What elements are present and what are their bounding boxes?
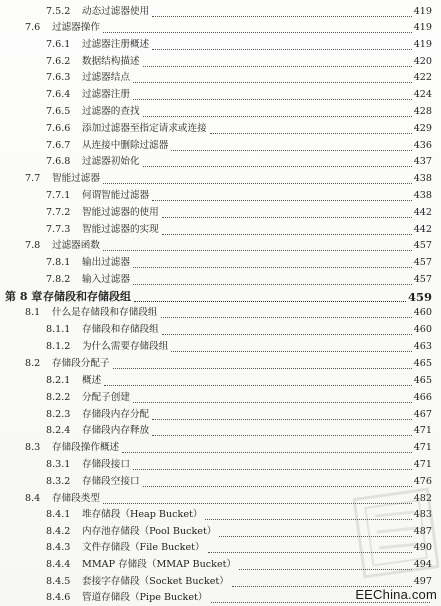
toc-entry-title: 添加过滤器至指定请求或连接 bbox=[82, 123, 207, 134]
toc-dot-leader bbox=[133, 469, 412, 470]
toc-entry-title: 套接字存储段（Socket Bucket） bbox=[82, 576, 229, 587]
toc-dot-leader bbox=[162, 334, 412, 335]
toc-entry-page: 476 bbox=[413, 476, 432, 487]
toc-entry-title: 过滤器注册 bbox=[82, 89, 130, 100]
toc-entry-title: MMAP 存储段（MMAP Bucket） bbox=[82, 559, 237, 570]
toc-dot-leader bbox=[152, 200, 412, 201]
toc-dot-leader bbox=[143, 166, 412, 167]
toc-entry-title: 动态过滤器使用 bbox=[82, 6, 150, 17]
toc-entry-title: 什么是存储段和存储段组 bbox=[52, 307, 158, 318]
toc-entry-number: 7.8.2 bbox=[46, 274, 71, 285]
toc-entry[interactable] bbox=[0, 85, 432, 103]
toc-entry-number: 8.3.1 bbox=[46, 459, 71, 470]
toc-entry-page: 471 bbox=[413, 425, 432, 436]
toc-entry-page: 419 bbox=[413, 22, 432, 33]
toc-entry-page: 428 bbox=[413, 106, 432, 117]
toc-entry-page: 457 bbox=[413, 274, 432, 285]
toc-entry-page: 429 bbox=[413, 123, 432, 134]
toc-entry-page: 483 bbox=[413, 509, 432, 520]
site-brand: EEChina.com bbox=[355, 587, 437, 602]
toc-dot-leader bbox=[103, 183, 412, 184]
toc-entry-page: 460 bbox=[413, 324, 432, 335]
toc-entry[interactable] bbox=[0, 68, 432, 86]
toc-entry[interactable] bbox=[0, 320, 432, 338]
toc-entry-number: 7.7.1 bbox=[46, 190, 71, 201]
toc-entry-page: 487 bbox=[413, 526, 432, 537]
toc-entry-page: 465 bbox=[413, 358, 432, 369]
toc-entry-page: 442 bbox=[413, 224, 432, 235]
toc-entry-title: 过滤器的查找 bbox=[82, 106, 140, 117]
toc-entry[interactable] bbox=[0, 203, 432, 221]
toc-entry-title: 存储段空接口 bbox=[82, 476, 140, 487]
toc-dot-leader bbox=[171, 351, 412, 352]
toc-dot-leader bbox=[143, 66, 412, 67]
toc-entry-number: 7.6.8 bbox=[46, 156, 71, 167]
toc-entry-number: 8.2.3 bbox=[46, 409, 71, 420]
toc-entry-number: 7.5.2 bbox=[46, 6, 71, 17]
toc-entry-page: 471 bbox=[413, 442, 432, 453]
toc-entry[interactable] bbox=[0, 455, 432, 473]
toc-entry-page: 422 bbox=[413, 72, 432, 83]
toc-entry[interactable] bbox=[0, 371, 432, 389]
toc-entry[interactable] bbox=[0, 152, 432, 170]
toc-entry-title: 文件存储段（File Bucket） bbox=[82, 542, 205, 553]
toc-entry[interactable] bbox=[0, 18, 432, 36]
toc-entry-number: 7.6.7 bbox=[46, 140, 71, 151]
toc-dot-leader bbox=[210, 133, 412, 134]
toc-entry-number: 8.4.4 bbox=[46, 559, 71, 570]
toc-entry-title: 内存池存储段（Pool Bucket） bbox=[82, 526, 217, 537]
toc-dot-leader bbox=[133, 99, 412, 100]
toc-dot-leader bbox=[103, 32, 412, 33]
toc-entry-number: 7.7.2 bbox=[46, 207, 71, 218]
toc-entry-number: 8.1.1 bbox=[46, 324, 71, 335]
toc-entry-number: 7.6 bbox=[25, 22, 41, 33]
toc-entry-page: 471 bbox=[413, 459, 432, 470]
toc-entry-title: 智能过滤器的实现 bbox=[82, 224, 159, 235]
toc-dot-leader bbox=[134, 301, 406, 302]
toc-entry[interactable] bbox=[0, 337, 432, 355]
toc-entry-page: 490 bbox=[413, 542, 432, 553]
toc-entry-title: 过滤器结点 bbox=[82, 72, 130, 83]
toc-entry-page: 442 bbox=[413, 207, 432, 218]
toc-entry-number: 8.3 bbox=[25, 442, 41, 453]
toc-entry-page: 494 bbox=[413, 559, 432, 570]
toc-dot-leader bbox=[143, 116, 412, 117]
toc-entry-title: 智能过滤器的使用 bbox=[82, 207, 159, 218]
toc-entry-title: 为什么需要存储段组 bbox=[82, 341, 169, 352]
toc-entry-page: 467 bbox=[413, 409, 432, 420]
toc-entry-number: 7.6.4 bbox=[46, 89, 71, 100]
toc-dot-leader bbox=[133, 402, 412, 403]
toc-entry-number: 7.6.3 bbox=[46, 72, 71, 83]
toc-entry-title: 从连接中删除过滤器 bbox=[82, 140, 169, 151]
toc-entry-title: 过滤器函数 bbox=[52, 240, 100, 251]
toc-entry-title: 概述 bbox=[82, 375, 102, 386]
toc-entry-page: 457 bbox=[413, 240, 432, 251]
toc-entry-number: 7.8.1 bbox=[46, 257, 71, 268]
toc-entry-title: 数据结构描述 bbox=[82, 56, 140, 67]
toc-entry-title: 存储段内存分配 bbox=[82, 409, 150, 420]
toc-entry-title: 堆存储段（Heap Bucket） bbox=[82, 509, 203, 520]
toc-entry-title: 输入过滤器 bbox=[82, 274, 130, 285]
toc-entry-number: 7.7.3 bbox=[46, 224, 71, 235]
toc-dot-leader bbox=[171, 150, 412, 151]
toc-entry-page: 419 bbox=[413, 6, 432, 17]
toc-entry-number: 第 8 章 bbox=[5, 290, 43, 303]
toc-entry-title: 过滤器操作 bbox=[52, 22, 100, 33]
toc-entry-page: 466 bbox=[413, 392, 432, 403]
toc-entry-page: 460 bbox=[413, 307, 432, 318]
toc-entry-title: 过滤器注册概述 bbox=[82, 39, 150, 50]
toc-entry-number: 8.2.1 bbox=[46, 375, 71, 386]
toc-entry[interactable] bbox=[0, 35, 432, 53]
toc-entry-page: 465 bbox=[413, 375, 432, 386]
toc-entry-number: 8.4.5 bbox=[46, 576, 71, 587]
toc-entry[interactable] bbox=[0, 186, 432, 204]
toc-entry-page: 497 bbox=[413, 576, 432, 587]
toc-entry-page: 463 bbox=[413, 341, 432, 352]
toc-entry-page: 424 bbox=[413, 89, 432, 100]
toc-entry-number: 8.4.3 bbox=[46, 542, 71, 553]
toc-entry-page: 437 bbox=[413, 156, 432, 167]
toc-entry-number: 7.7 bbox=[25, 173, 41, 184]
toc-entry-title: 存储段操作概述 bbox=[52, 442, 120, 453]
toc-dot-leader bbox=[152, 419, 412, 420]
toc-entry-title: 输出过滤器 bbox=[82, 257, 130, 268]
toc-dot-leader bbox=[211, 602, 430, 603]
toc-dot-leader bbox=[162, 234, 412, 235]
toc-dot-leader bbox=[133, 82, 412, 83]
toc-entry-title: 分配子创建 bbox=[82, 392, 130, 403]
toc-entry-page: 457 bbox=[413, 257, 432, 268]
toc-entry[interactable] bbox=[0, 438, 432, 456]
toc-dot-leader bbox=[152, 16, 412, 17]
toc-entry-title: 存储段内存释放 bbox=[82, 425, 150, 436]
toc-entry-title: 存储段类型 bbox=[52, 493, 100, 504]
toc-entry-title: 存储段接口 bbox=[82, 459, 130, 470]
toc-entry-title: 管道存储段（Pipe Bucket） bbox=[82, 592, 208, 603]
toc-dot-leader bbox=[122, 452, 412, 453]
toc-entry-page: 436 bbox=[413, 140, 432, 151]
toc-entry-page: 420 bbox=[413, 56, 432, 67]
toc-entry[interactable] bbox=[0, 236, 432, 254]
toc-entry-title: 智能过滤器 bbox=[52, 173, 100, 184]
toc-entry-number: 7.6.6 bbox=[46, 123, 71, 134]
toc-dot-leader bbox=[152, 49, 412, 50]
toc-entry-page: 438 bbox=[413, 190, 432, 201]
toc-dot-leader bbox=[133, 267, 412, 268]
toc-dot-leader bbox=[104, 385, 412, 386]
toc-entry[interactable] bbox=[0, 388, 432, 406]
toc-entry[interactable] bbox=[0, 169, 432, 187]
toc-entry-title: 存储段和存储段组 bbox=[43, 290, 131, 303]
toc-entry-page: 459 bbox=[407, 290, 432, 304]
toc-dot-leader bbox=[103, 250, 412, 251]
toc-entry-number: 8.1.2 bbox=[46, 341, 71, 352]
toc-entry-number: 8.2 bbox=[25, 358, 41, 369]
toc-entry[interactable] bbox=[0, 303, 432, 321]
toc-entry-number: 8.1 bbox=[25, 307, 41, 318]
toc-entry-number: 7.6.2 bbox=[46, 56, 71, 67]
toc-entry-number: 7.6.1 bbox=[46, 39, 71, 50]
toc-entry-page: 438 bbox=[413, 173, 432, 184]
toc-entry-number: 8.2.4 bbox=[46, 425, 71, 436]
toc-dot-leader bbox=[161, 317, 412, 318]
toc-entry-title: 过滤器初始化 bbox=[82, 156, 140, 167]
toc-dot-leader bbox=[113, 368, 412, 369]
toc-entry[interactable] bbox=[0, 102, 432, 120]
toc-entry[interactable] bbox=[0, 421, 432, 439]
toc-entry-number: 8.4 bbox=[25, 493, 41, 504]
watermark-seal bbox=[353, 486, 439, 578]
toc-entry-page: 419 bbox=[413, 39, 432, 50]
toc-entry-number: 8.4.6 bbox=[46, 592, 71, 603]
toc-entry-title: 何谓智能过滤器 bbox=[82, 190, 150, 201]
toc-entry-number: 7.8 bbox=[25, 240, 41, 251]
toc-entry[interactable] bbox=[0, 119, 432, 137]
toc-entry-number: 8.2.2 bbox=[46, 392, 71, 403]
toc-dot-leader bbox=[162, 217, 412, 218]
toc-entry-number: 8.4.1 bbox=[46, 509, 71, 520]
toc-dot-leader bbox=[152, 435, 412, 436]
toc-entry-title: 存储段分配子 bbox=[52, 358, 110, 369]
toc-entry-number: 7.6.5 bbox=[46, 106, 71, 117]
toc-entry[interactable] bbox=[0, 270, 432, 288]
toc-entry-title: 存储段和存储段组 bbox=[82, 324, 159, 335]
toc-entry[interactable] bbox=[0, 253, 432, 271]
toc-entry-number: 8.4.2 bbox=[46, 526, 71, 537]
toc-entry-number: 8.3.2 bbox=[46, 476, 71, 487]
toc-dot-leader bbox=[133, 284, 412, 285]
toc-entry-page: 482 bbox=[413, 493, 432, 504]
toc-entry[interactable] bbox=[0, 354, 432, 372]
